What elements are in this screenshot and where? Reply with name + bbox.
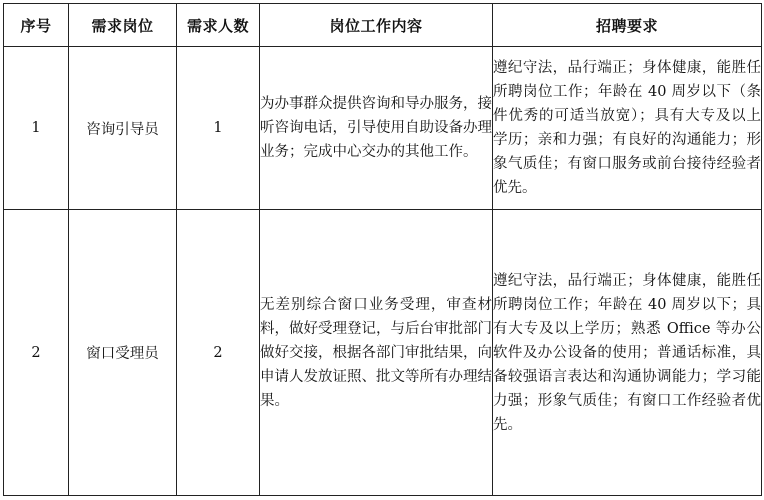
cell-position: 咨询引导员: [69, 47, 177, 210]
table-header-row: [4, 4, 762, 47]
header-requirements: 招聘要求: [493, 4, 762, 47]
cell-requirements: 遵纪守法，品行端正；身体健康，能胜任所聘岗位工作；年龄在 40 周岁以下；具有大专及以上学历；熟悉 Office 等办公软件及办公设备的使用；普通话标准，具备较强语言表达和沟通协调能力；学习能力强；形象气质佳；有窗口工作经验者优先。: [493, 210, 762, 496]
table-row: [4, 47, 762, 210]
cell-duties: 为办事群众提供咨询和导办服务，接听咨询电话，引导使用自助设备办理业务；完成中心交办的其他工作。: [260, 47, 493, 210]
cell-position: 窗口受理员: [69, 210, 177, 496]
header-serial-number: 序号: [4, 4, 69, 47]
cell-serial-number: 2: [4, 210, 69, 496]
header-position: 需求岗位: [69, 4, 177, 47]
cell-serial-number: 1: [4, 47, 69, 210]
cell-duties: 无差别综合窗口业务受理，审查材料，做好受理登记，与后台审批部门做好交接，根据各部门审批结果，向申请人发放证照、批文等所有办理结果。: [260, 210, 493, 496]
cell-headcount: 2: [177, 210, 260, 496]
cell-headcount: 1: [177, 47, 260, 210]
recruitment-table: [3, 3, 762, 496]
table-row: [4, 210, 762, 496]
header-duties: 岗位工作内容: [260, 4, 493, 47]
cell-requirements: 遵纪守法，品行端正；身体健康，能胜任所聘岗位工作；年龄在 40 周岁以下（条件优秀的可适当放宽）；具有大专及以上学历；亲和力强；有良好的沟通能力；形象气质佳；有窗口服务或前台接待经验者优先。: [493, 47, 762, 210]
header-headcount: 需求人数: [177, 4, 260, 47]
